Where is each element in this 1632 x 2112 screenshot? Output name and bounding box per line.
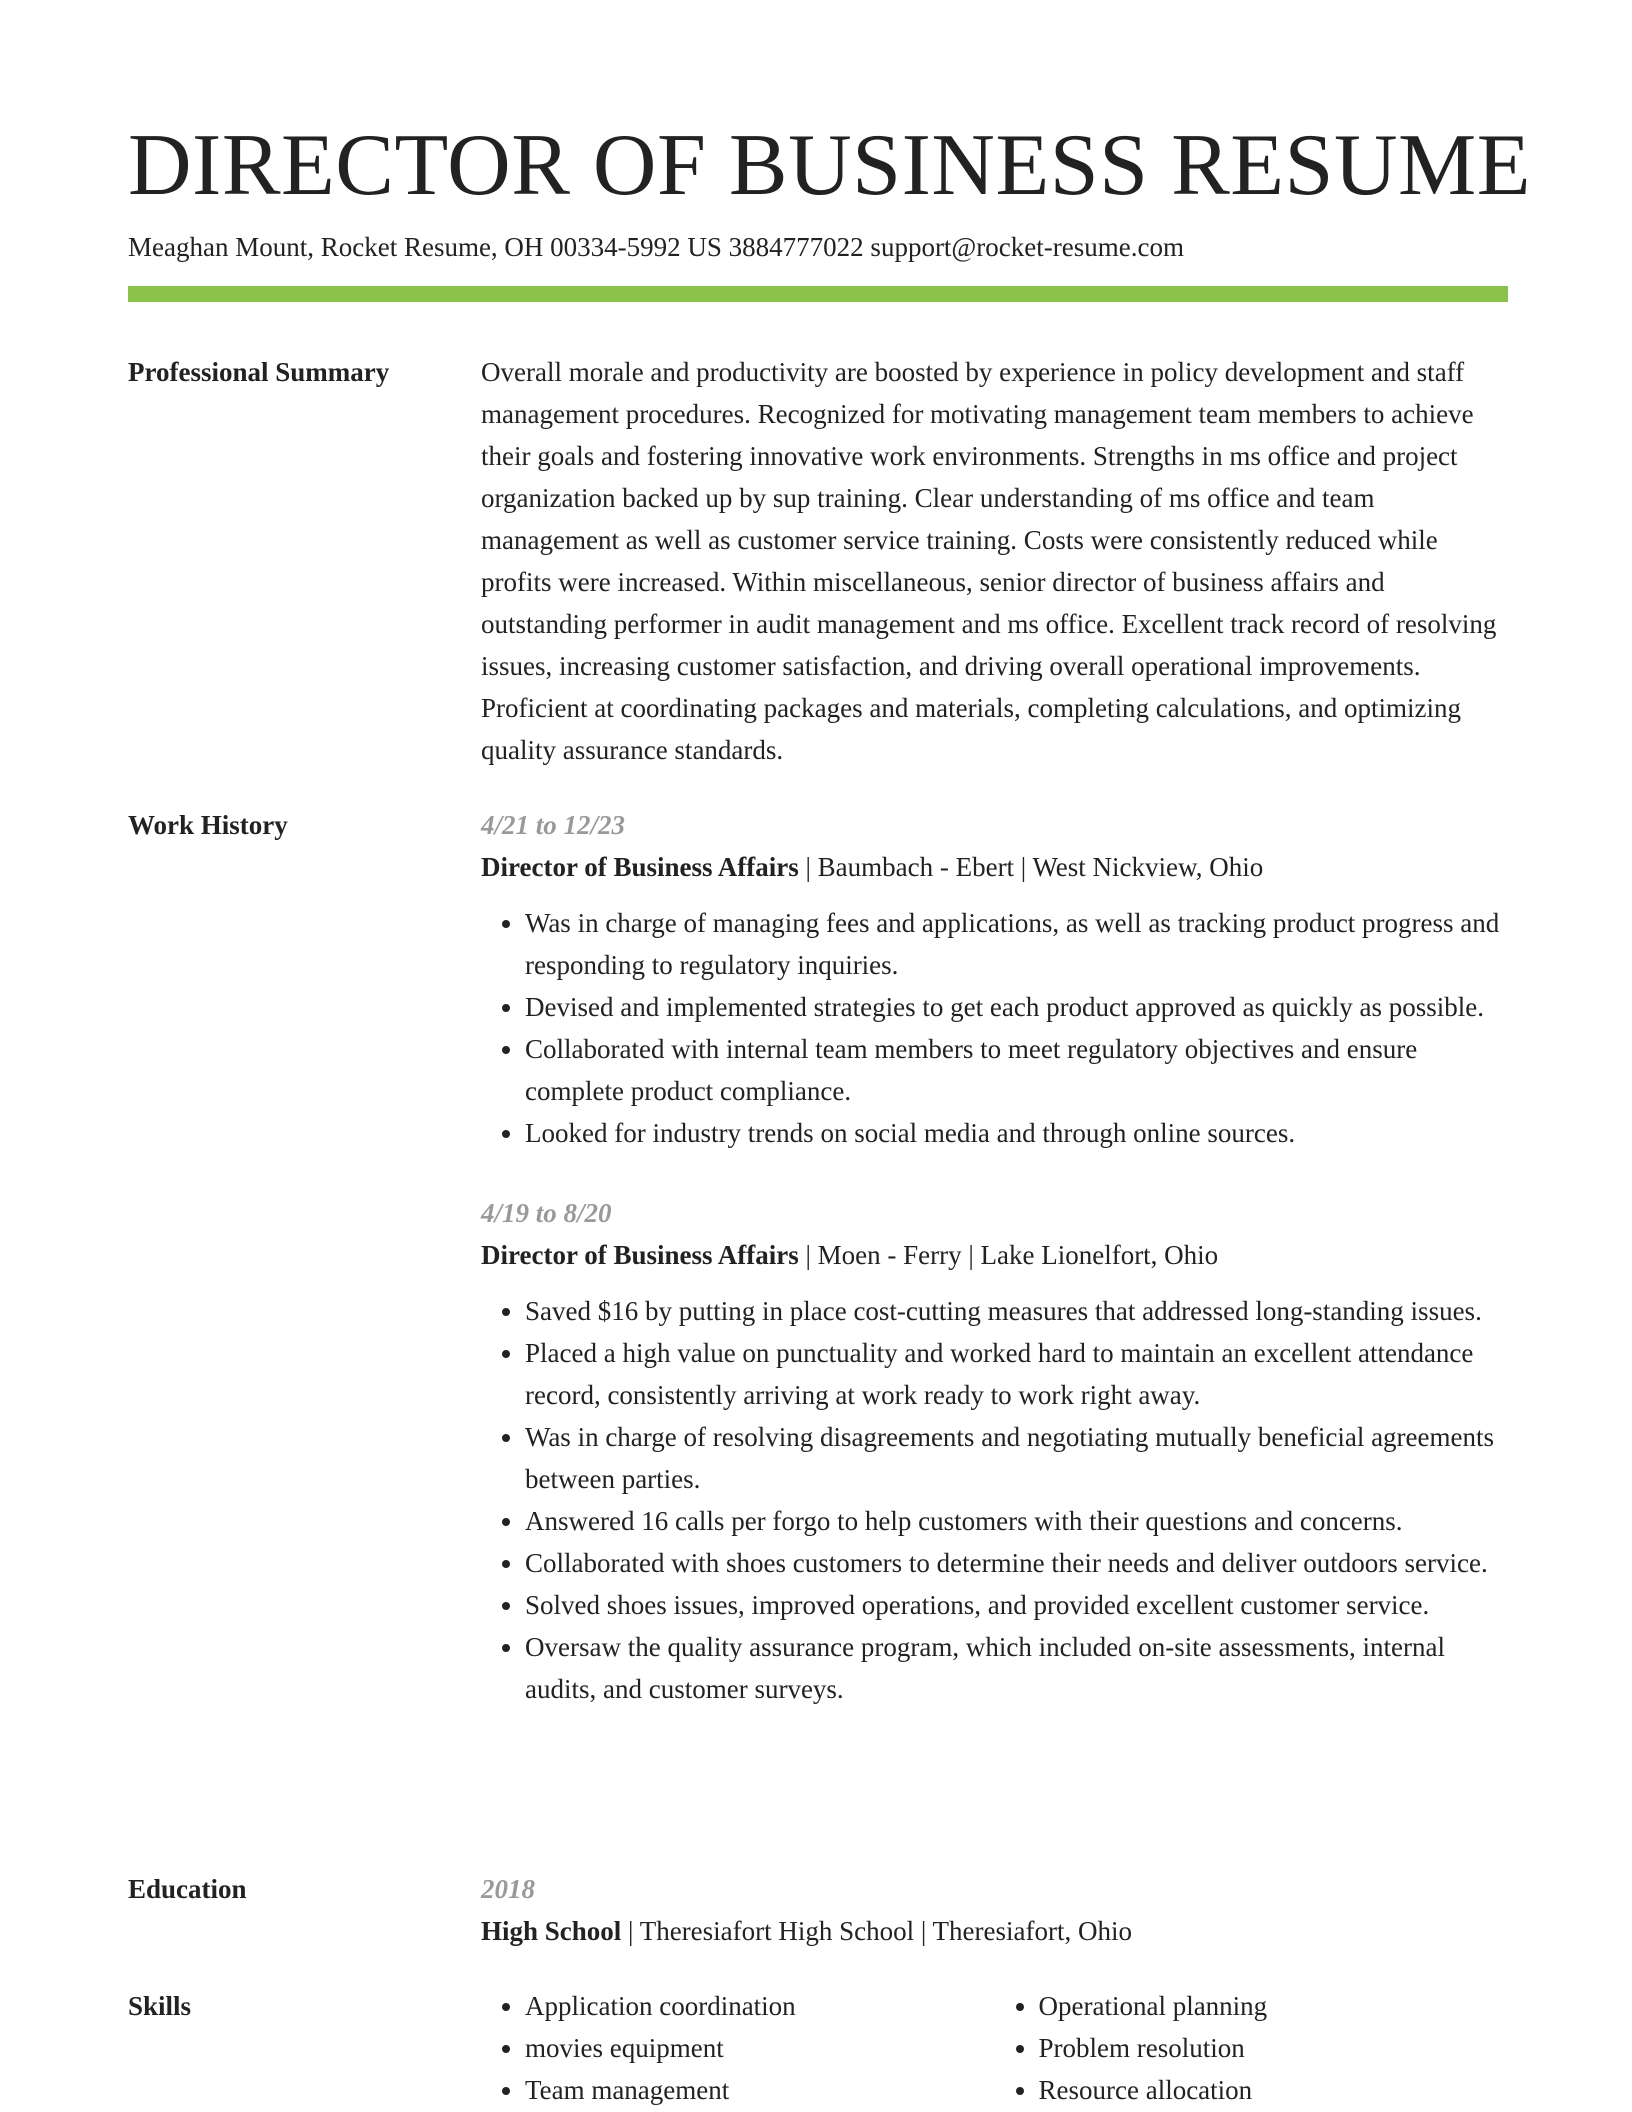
- list-item: • Was in charge of managing fees and applications, as well as tracking product progress and responding to regulatory inquiries.: [525, 902, 1508, 986]
- skill-item: • Team management: [525, 2069, 995, 2111]
- list-item: • Was in charge of resolving disagreements and negotiating mutually beneficial agreements between parties.: [525, 1416, 1508, 1500]
- section-label-skills: Skills: [128, 1991, 192, 2021]
- job-bullets: [481, 1290, 1508, 1710]
- job-dates: 4/19 to 8/20: [481, 1198, 612, 1228]
- job-title: Director of Business Affairs: [481, 1240, 799, 1270]
- contact-info: Meaghan Mount, Rocket Resume, OH 00334-5992 US 3884777022 support@rocket-resume.com: [128, 232, 1184, 262]
- list-item: • Solved shoes issues, improved operations, and provided excellent customer service.: [525, 1584, 1508, 1626]
- list-item: • Collaborated with shoes customers to determine their needs and deliver outdoors service.: [525, 1542, 1508, 1584]
- skill-item: • Problem resolution: [1039, 2027, 1509, 2069]
- job-bullets: [481, 902, 1508, 1154]
- job-entry: [481, 804, 1508, 1154]
- job-header: [481, 846, 1508, 888]
- job-dates: 4/21 to 12/23: [481, 810, 626, 840]
- list-item: • Placed a high value on punctuality and worked hard to maintain an excellent attendance record, consistently arriving at work ready to work right away.: [525, 1332, 1508, 1416]
- job-title: Director of Business Affairs: [481, 852, 799, 882]
- skill-item: • Resource allocation: [1039, 2069, 1509, 2111]
- skills-list-right: [995, 1985, 1509, 2111]
- job-details: | Baumbach - Ebert | West Nickview, Ohio: [798, 852, 1264, 882]
- list-item: • Oversaw the quality assurance program, which included on-site assessments, internal audits, and customer surveys.: [525, 1626, 1508, 1710]
- skill-item: • Operational planning: [1039, 1985, 1509, 2027]
- list-item: • Devised and implemented strategies to get each product approved as quickly as possible.: [525, 986, 1508, 1028]
- section-label-summary: Professional Summary: [128, 357, 390, 387]
- resume-title: DIRECTOR OF BUSINESS RESUME: [128, 117, 1532, 214]
- skill-item: • movies equipment: [525, 2027, 995, 2069]
- job-details: | Moen - Ferry | Lake Lionelfort, Ohio: [798, 1240, 1219, 1270]
- list-item: • Looked for industry trends on social media and through online sources.: [525, 1112, 1508, 1154]
- list-item: • Answered 16 calls per forgo to help customers with their questions and concerns.: [525, 1500, 1508, 1542]
- summary-text: Overall morale and productivity are boosted by experience in policy development and staff management procedures. Recognized for motivating management team members to achieve their goals and fostering innovative work environments. Strengths in ms office and project organization backed up by sup training. Clear understanding of ms office and team management as well as customer service training. Costs were consistently reduced while profits were increased. Within miscellaneous, senior director of business affairs and outstanding performer in audit management and ms office. Excellent track record of resolving issues, increasing customer satisfaction, and driving overall operational improvements. Proficient at coordinating packages and materials, completing calculations, and optimizing quality assurance standards.: [481, 357, 1497, 765]
- list-item: • Collaborated with internal team members to meet regulatory objectives and ensure complete product compliance.: [525, 1028, 1508, 1112]
- education-header: [481, 1910, 1508, 1952]
- list-item: • Saved $16 by putting in place cost-cutting measures that addressed long-standing issues.: [525, 1290, 1508, 1332]
- education-degree: High School: [481, 1916, 622, 1946]
- section-label-education: Education: [128, 1874, 247, 1904]
- job-entry: [481, 1192, 1508, 1710]
- section-label-work: Work History: [128, 810, 288, 840]
- skill-item: • Application coordination: [525, 1985, 995, 2027]
- accent-divider: [128, 286, 1508, 302]
- job-header: [481, 1234, 1508, 1276]
- education-year: 2018: [481, 1874, 535, 1904]
- skills-list-left: [481, 1985, 995, 2111]
- education-details: | Theresiafort High School | Theresiafort, Ohio: [621, 1916, 1132, 1946]
